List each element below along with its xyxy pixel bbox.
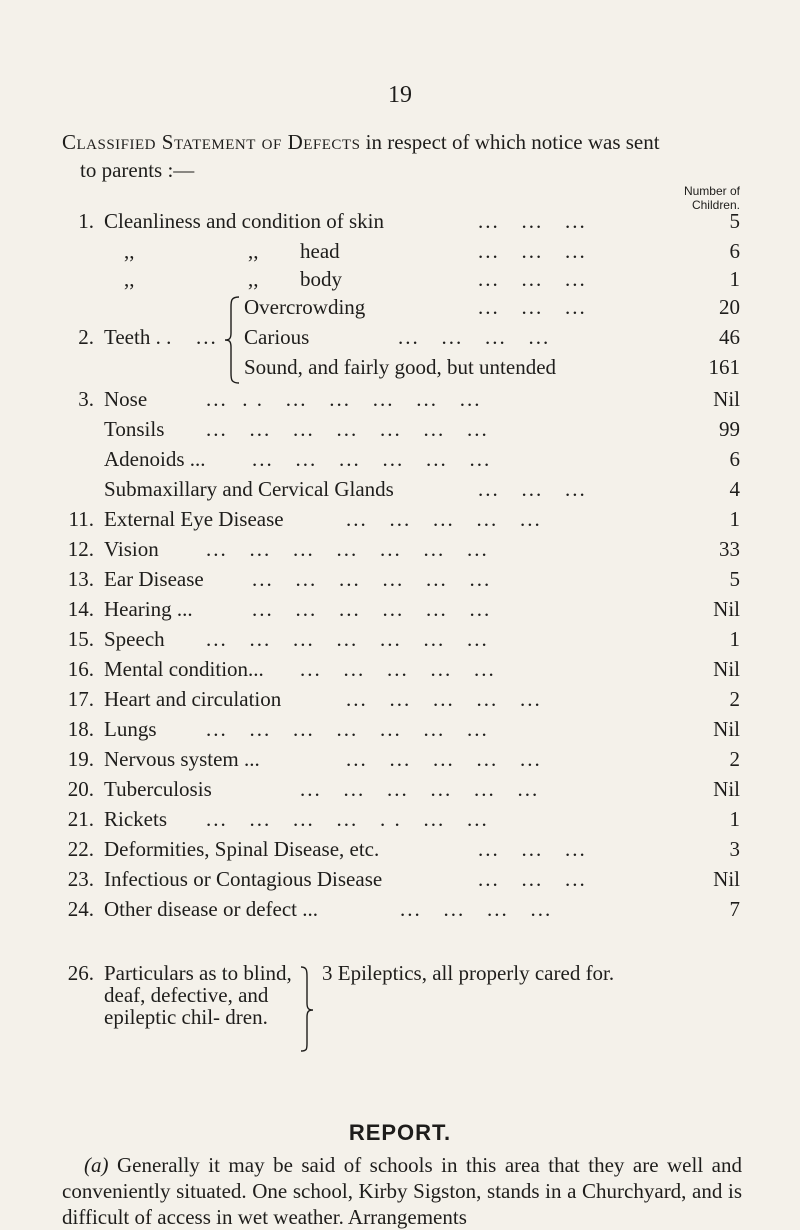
title-line2: to parents :— bbox=[80, 158, 195, 182]
row-value: 99 bbox=[719, 417, 740, 441]
row-value: 3 Epileptics, all properly cared for. bbox=[322, 961, 615, 985]
leader-dots: ... ... ... ... ... ... bbox=[252, 597, 492, 621]
leader-dots: ... ... ... ... ... bbox=[300, 657, 496, 681]
report-heading: REPORT. bbox=[348, 1120, 452, 1145]
leader-dots: ... ... ... bbox=[478, 837, 587, 861]
row-value: 1 bbox=[729, 807, 740, 831]
row-value: 1 bbox=[729, 507, 740, 531]
leader-dots: ... ... ... ... ... bbox=[346, 747, 542, 771]
row-value: Nil bbox=[713, 867, 740, 891]
row-number: 22. bbox=[67, 837, 94, 861]
title-rest: in respect of which notice was sent bbox=[360, 130, 660, 154]
table-row bbox=[0, 414, 800, 444]
ditto-mark: ,, bbox=[248, 267, 259, 291]
table-row bbox=[0, 744, 800, 774]
row-label: External Eye Disease bbox=[104, 507, 284, 531]
table-row bbox=[0, 292, 800, 322]
row-value: 46 bbox=[719, 325, 740, 349]
table-row bbox=[0, 624, 800, 654]
leader-dots: ... ... ... ... ... ... bbox=[252, 567, 492, 591]
row-value: Nil bbox=[713, 777, 740, 801]
leader-dots: ... ... ... ... ... ... ... bbox=[206, 717, 489, 741]
table-row bbox=[0, 474, 800, 504]
row-number: 1. bbox=[78, 209, 94, 233]
table-row bbox=[0, 384, 800, 414]
row-label: Sound, and fairly good, but untended bbox=[244, 355, 557, 379]
column-header-line2: Children. bbox=[691, 198, 740, 212]
row-value: 33 bbox=[719, 537, 740, 561]
page-number: 19 bbox=[388, 82, 412, 108]
leader-dots: ... ... ... ... ... ... ... bbox=[206, 627, 489, 651]
leader-dots: ... bbox=[196, 325, 218, 349]
table-row bbox=[0, 804, 800, 834]
row-label: Nervous system ... bbox=[104, 747, 260, 771]
row-number: 16. bbox=[67, 657, 94, 681]
row-value: 4 bbox=[729, 477, 740, 501]
table-row bbox=[0, 264, 800, 294]
row-number: 19. bbox=[67, 747, 94, 771]
row-label: head bbox=[300, 239, 340, 263]
row-value: 1 bbox=[729, 267, 740, 291]
leader-dots: ... ... ... ... bbox=[398, 325, 551, 349]
row-label: Particulars as to blind, deaf, defective, and epileptic chil- dren. bbox=[104, 961, 292, 1029]
row-label: Adenoids ... bbox=[104, 447, 206, 471]
table-row bbox=[0, 594, 800, 624]
row-label: Rickets bbox=[104, 807, 167, 831]
row-label: Tuberculosis bbox=[104, 777, 212, 801]
table-row bbox=[0, 322, 800, 352]
row-label: Nose bbox=[104, 387, 148, 411]
leader-dots: ... ... ... bbox=[478, 239, 587, 263]
brace bbox=[300, 965, 314, 1053]
row-label: Ear Disease bbox=[104, 567, 204, 591]
report-lead: (a) bbox=[84, 1153, 109, 1177]
row-number: 11. bbox=[68, 507, 94, 531]
row-label: Speech bbox=[104, 627, 165, 651]
row-number: 12. bbox=[67, 537, 94, 561]
report-text: Generally it may be said of schools in this area that they are well and conveniently situated. One school, Kirby Sigston, stands in a Churchyard, and is difficult of access in wet weather. Arrangements bbox=[62, 1153, 742, 1229]
row-value: Nil bbox=[713, 657, 740, 681]
row-number: 26. bbox=[67, 961, 94, 985]
row-value: Nil bbox=[713, 597, 740, 621]
table-row bbox=[0, 564, 800, 594]
leader-dots: ... ... ... ... . . ... ... bbox=[206, 807, 489, 831]
row-number: 23. bbox=[67, 867, 94, 891]
row-number: 13. bbox=[67, 567, 94, 591]
leader-dots: ... ... ... bbox=[478, 867, 587, 891]
row-label: Other disease or defect ... bbox=[104, 897, 318, 921]
row-number: 20. bbox=[67, 777, 94, 801]
table-row bbox=[0, 444, 800, 474]
table-row bbox=[0, 504, 800, 534]
table-title bbox=[62, 128, 752, 184]
row-number: 21. bbox=[67, 807, 94, 831]
leader-dots: ... ... ... ... ... ... bbox=[300, 777, 540, 801]
row-label: Submaxillary and Cervical Glands bbox=[104, 477, 394, 501]
row-value: 5 bbox=[729, 567, 740, 591]
row-label: Mental condition... bbox=[104, 657, 264, 681]
row-value: 2 bbox=[729, 687, 740, 711]
table-row bbox=[0, 834, 800, 864]
title-smallcaps: Classified Statement of Defects bbox=[62, 130, 361, 154]
leader-dots: ... ... ... ... ... bbox=[346, 507, 542, 531]
leader-dots: ... ... ... ... ... ... ... bbox=[206, 537, 489, 561]
table-row bbox=[0, 206, 800, 236]
table-row bbox=[0, 684, 800, 714]
row-label: Deformities, Spinal Disease, etc. bbox=[104, 837, 380, 861]
row-value: 3 bbox=[729, 837, 740, 861]
row-label: Overcrowding bbox=[244, 295, 366, 319]
row-label: Hearing ... bbox=[104, 597, 193, 621]
row-label: Heart and circulation bbox=[104, 687, 282, 711]
leader-dots: ... ... ... bbox=[478, 295, 587, 319]
row-label: Infectious or Contagious Disease bbox=[104, 867, 383, 891]
row-number: 2. bbox=[78, 325, 94, 349]
row-value: 6 bbox=[729, 447, 740, 471]
row-value: 6 bbox=[729, 239, 740, 263]
table-row bbox=[0, 774, 800, 804]
row-value: 2 bbox=[729, 747, 740, 771]
row-label: Cleanliness and condition of skin bbox=[104, 209, 384, 233]
leader-dots: ... ... ... ... bbox=[400, 897, 553, 921]
column-header-line1: Number of bbox=[683, 184, 740, 198]
ditto-mark: ,, bbox=[124, 239, 135, 263]
row-value: 5 bbox=[729, 209, 740, 233]
row-value: 20 bbox=[719, 295, 740, 319]
leader-dots: ... ... ... bbox=[478, 477, 587, 501]
row-value: Nil bbox=[713, 387, 740, 411]
row-label: Tonsils bbox=[104, 417, 165, 441]
table-row bbox=[0, 236, 800, 266]
row-label: Teeth . . bbox=[104, 325, 172, 349]
table-row bbox=[0, 534, 800, 564]
row-label: body bbox=[300, 267, 342, 291]
table-row bbox=[0, 894, 800, 924]
row-number: 24. bbox=[67, 897, 94, 921]
row-value: Nil bbox=[713, 717, 740, 741]
leader-dots: ... ... ... bbox=[478, 209, 587, 233]
row-label: Lungs bbox=[104, 717, 157, 741]
table-row bbox=[0, 864, 800, 894]
leader-dots: ... ... ... ... ... ... ... bbox=[206, 417, 489, 441]
row-number: 18. bbox=[67, 717, 94, 741]
ditto-mark: ,, bbox=[248, 239, 259, 263]
row-number: 3. bbox=[78, 387, 94, 411]
row-value: 1 bbox=[729, 627, 740, 651]
row-sublabel: Carious bbox=[244, 325, 310, 349]
leader-dots: ... ... ... ... ... ... bbox=[252, 447, 492, 471]
table-row bbox=[0, 654, 800, 684]
leader-dots: ... ... ... ... ... bbox=[346, 687, 542, 711]
leader-dots: ... . . ... ... ... ... ... bbox=[206, 387, 482, 411]
row-label: Vision bbox=[104, 537, 159, 561]
row-number: 15. bbox=[67, 627, 94, 651]
ditto-mark: ,, bbox=[124, 267, 135, 291]
row-number: 17. bbox=[67, 687, 94, 711]
table-row bbox=[0, 714, 800, 744]
table-row bbox=[0, 352, 800, 382]
row-value: 161 bbox=[708, 355, 740, 379]
leader-dots: ... ... ... bbox=[478, 267, 587, 291]
row-number: 14. bbox=[67, 597, 94, 621]
row-value: 7 bbox=[729, 897, 740, 921]
report-paragraph bbox=[62, 1152, 742, 1230]
